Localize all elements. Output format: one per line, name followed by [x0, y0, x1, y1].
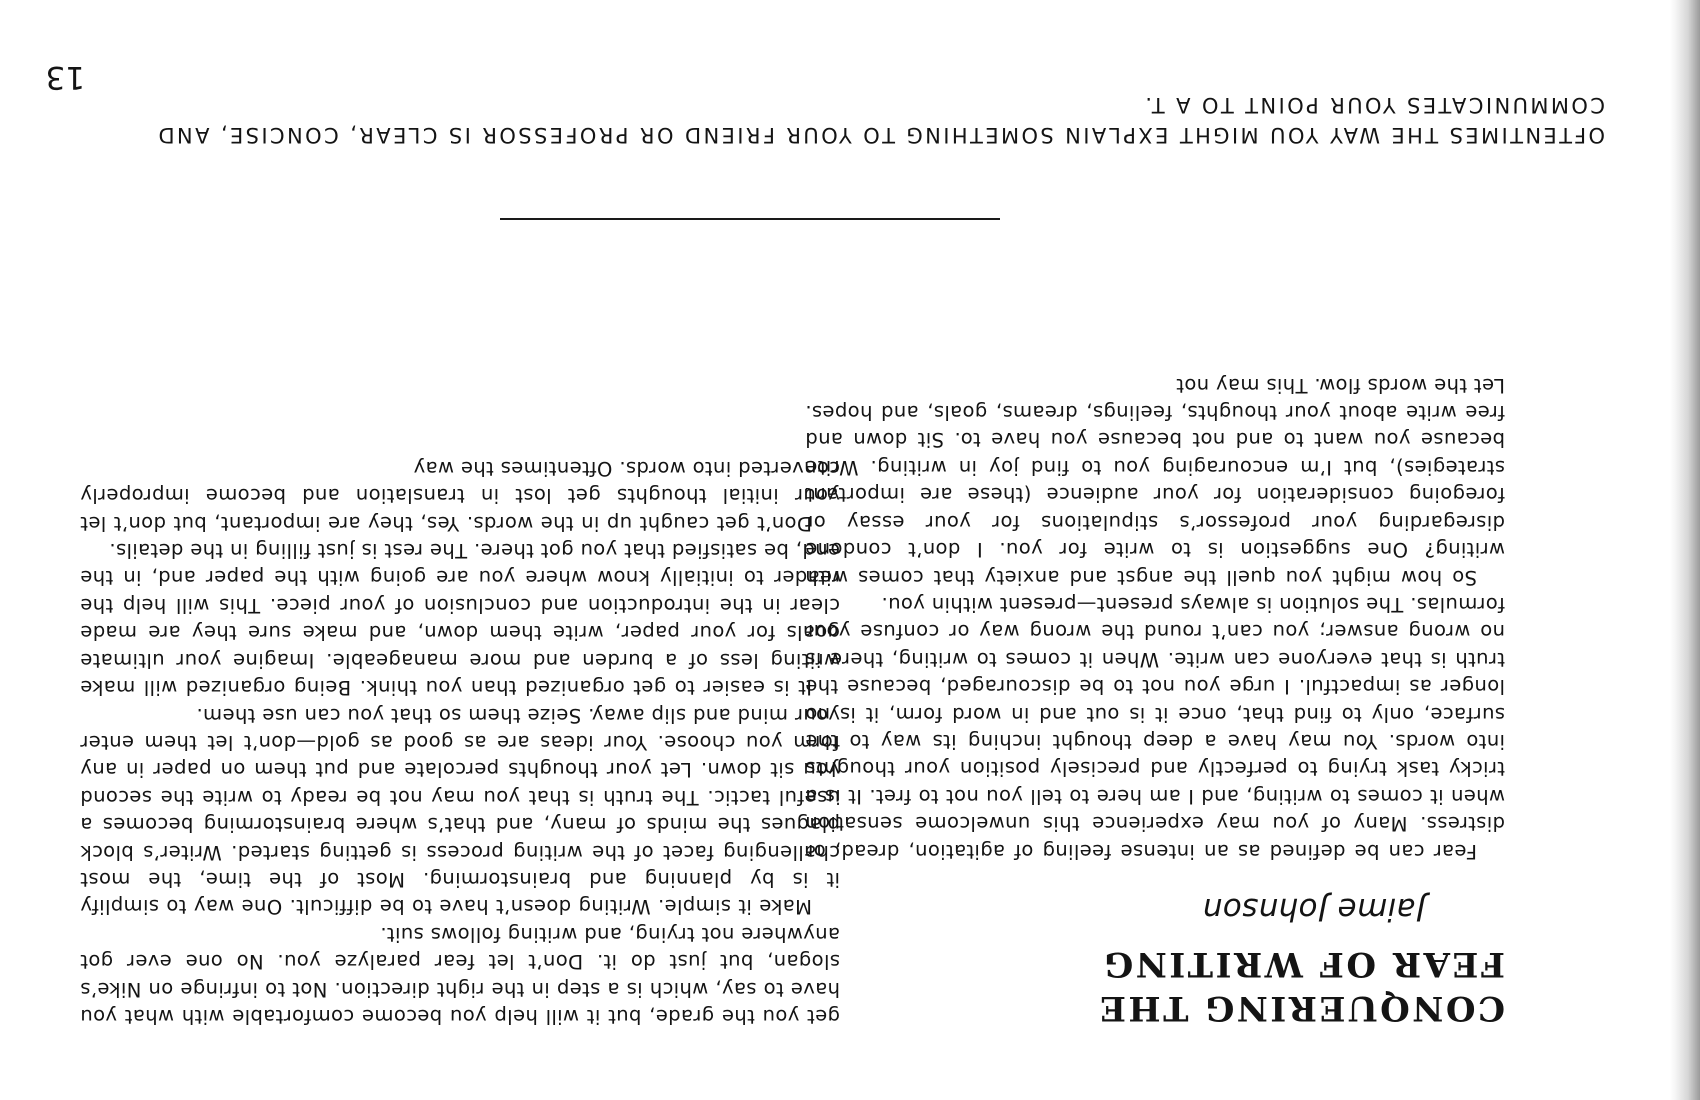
- binding-shadow: [1670, 0, 1700, 1100]
- article-title: [805, 942, 1505, 1030]
- paragraph-4: Make it simple. Writing doesn’t have to be difficult. One way to simplify it is by planning and brainstorming. Most of the time, the most challenging facet of the writing process is getting started. Writer’s block plagues the minds of many, and that’s where brainstorming becomes a useful tactic. The truth is that you may not be ready to write the second you sit down. Let your thoughts percolate and put them on paper in any form you choose. Your ideas are as good as gold—don’t let them enter your mind and slip away. Seize them so that you can use them.: [80, 703, 840, 919]
- title-line-2: FEAR OF WRITING: [1101, 944, 1505, 984]
- paragraph-1: Fear can be defined as an intense feeling of agitation, dread, or distress. Many of you may experience this unwelcome sensation when it comes to writing, and I am here to tell you not to fret. It is a tricky task trying to perfectly and precisely position your thoughts into words. You may have a deep thought inching its way to the surface, only to find that, once it is out and in word form, it is no longer as impactful. I urge you not to be discouraged, because the truth is that everyone can write. When it comes to writing, there is no wrong answer; you can’t round the wrong way or confuse your formulas. The solution is always present—present within you.: [805, 592, 1505, 863]
- pull-quote: OFTENTIMES THE WAY YOU MIGHT EXPLAIN SOMETHING TO YOUR FRIEND OR PROFESSOR IS CLEAR, CONCISE, AND COMMUNICATES YOUR POINT TO A T.: [155, 93, 1605, 147]
- pull-quote-divider: [500, 218, 1000, 220]
- author-name: Jaime Johnson: [1202, 891, 1425, 927]
- title-line-1: CONQUERING THE: [1097, 988, 1505, 1028]
- page-number: 13: [45, 59, 85, 95]
- left-column: [805, 371, 1505, 1030]
- paragraph-3: get you the grade, but it will help you become comfortable with what you have to say, which is a step in the right direction. Not to infringe on Nike’s slogan, but just do it. Don’t let fear paralyze you. No one ever got anywhere not trying, and writing follows suit.: [80, 922, 840, 1028]
- paragraph-5: It is easier to get organized than you think. Being organized will make writing less of a burden and more manageable. Imagine your ultimate goals for your paper, write them down, and make sure they are made clear in the introduction and conclusion of your piece. This will help the reader to initially know where you are going with the paper and, in the end, be satisfied that you got there. The rest is just filling in the details.: [80, 539, 840, 700]
- paragraph-2: So how might you quell the angst and anxiety that comes with writing? One suggestion is to write for you. I don’t condone disregarding your professor’s stipulations for your essay or foregoing consideration for your audience (these are important strategies), but I’m encouraging you to find joy in writing. Write because you want to and not because you have to. Sit down and free write about your thoughts, feelings, dreams, goals, and hopes. Let the words flow. This may not: [805, 373, 1505, 589]
- paragraph-6: Don’t get caught up in the words. Yes, they are important, but don’t let your initial thoughts get lost in translation and become improperly converted into words. Oftentimes the way: [80, 456, 840, 535]
- right-column: [80, 454, 840, 1030]
